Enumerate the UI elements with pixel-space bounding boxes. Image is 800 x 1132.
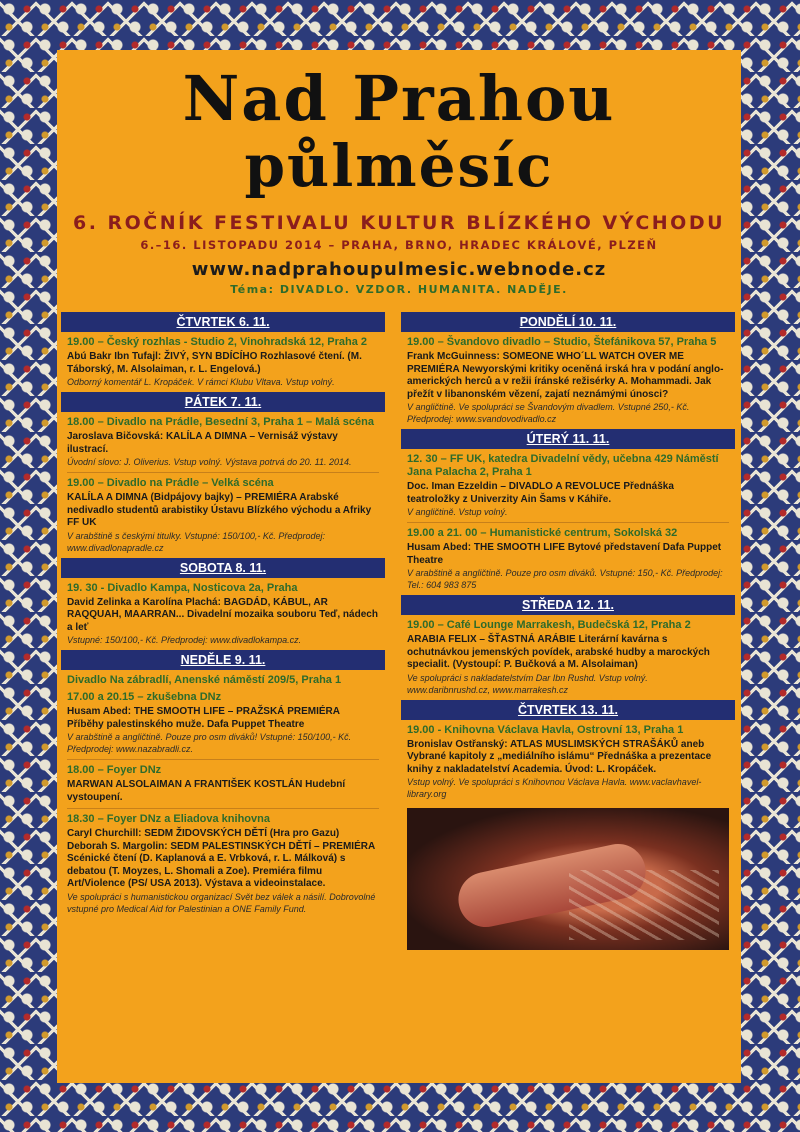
event-tue11-1 (401, 453, 735, 518)
event-note: V angličtině. Ve spolupráci se Švandovým divadlem. Vstupné 250,- Kč. Předprodej: www.svandovodivadlo.cz (407, 402, 690, 424)
hand-on-map-photo (407, 808, 729, 950)
event-venue: 19.00 - Knihovna Václava Havla, Ostrovní 13, Praha 1 (407, 723, 684, 736)
map-texture (569, 870, 719, 940)
event-venue: 19.00 a 21. 00 – Humanistické centrum, Sokolská 32 (407, 527, 678, 539)
event-note: V arabštině a angličtině. Pouze pro osm diváků! Vstupné: 150/100,- Kč. Předprodej: www.nazabradli.cz. (67, 732, 352, 754)
event-venue: 19. 30 - Divadlo Kampa, Nosticova 2a, Praha (67, 581, 298, 594)
event-text: David Zelinka a Karolína Plachá: BAGDÁD, KÁBUL, AR RAQQUAH, MAARRAN... Divadelní mozaika souboru Teď, nádech a leť (67, 596, 378, 633)
event-venue: 19.00 – Divadlo na Prádle – Velká scéna (67, 477, 274, 489)
event-text: MARWAN ALSOLAIMAN A FRANTIŠEK KOSTLÁN Hudební vystoupení. (67, 779, 346, 803)
event-fri7-1 (61, 416, 385, 468)
event-note: Vstup volný. Ve spolupráci s Knihovnou Václava Havla. www.vaclavhavel-library.org (407, 777, 702, 799)
event-sun9-1 (61, 691, 385, 755)
event-text: Husam Abed: THE SMOOTH LIFE – PRAŽSKÁ PREMIÉRA Příběhy palestinského muže. Dafa Puppet Theatre (67, 706, 340, 730)
event-sun9-2 (61, 764, 385, 804)
festival-title-line1: Nad Prahou (182, 62, 616, 135)
festival-url[interactable]: www.nadprahoupulmesic.webnode.cz (191, 259, 607, 280)
event-text: ARABIA FELIX – ŠŤASTNÁ ARÁBIE Literární kavárna s ochutnávkou jemenských povídek, arabské hudby a marockých specialit. (Vystoupí: P. Bučková a M. Alsolaiman) (407, 634, 710, 670)
event-venue: 17.00 a 20.15 – zkušebna DNz (67, 691, 222, 703)
divider (407, 522, 729, 523)
day-header-thu13: ČTVRTEK 13. 11. (401, 700, 735, 720)
day-header-tue11: ÚTERÝ 11. 11. (401, 429, 735, 449)
event-venue: Divadlo Na zábradlí, Anenské náměstí 209/5, Praha 1 (67, 674, 342, 686)
event-note: V arabštině s českými titulky. Vstupné: 150/100,- Kč. Předprodej: www.divadlonapradle.cz (67, 530, 325, 553)
event-venue: 19.00 – Švandovo divadlo – Studio, Štefánikova 57, Praha 5 (407, 336, 717, 348)
event-venue: 18.00 – Foyer DNz (67, 764, 162, 776)
event-venue: 18.00 – Divadlo na Prádle, Besední 3, Praha 1 – Malá scéna (67, 416, 374, 428)
event-sat8-1 (61, 582, 385, 647)
day-header-sun9: NEDĚLE 9. 11. (61, 650, 385, 670)
event-note: Ve spolupráci s nakladatelstvím Dar Ibn Rushd. Vstup volný. www.daribnrushd.cz, www.marrakesh.cz (407, 672, 648, 695)
festival-title-line2: půlměsíc (244, 132, 554, 200)
divider (67, 472, 379, 473)
event-venue: 19.00 – Český rozhlas - Studio 2, Vinohradská 12, Praha 2 (67, 336, 367, 348)
event-note: V angličtině. Vstup volný. (407, 507, 508, 517)
day-header-fri7: PÁTEK 7. 11. (61, 392, 385, 412)
event-venue: 19.00 – Café Lounge Marrakesh, Budečská 12, Praha 2 (407, 619, 691, 631)
event-wed12-1 (401, 619, 735, 696)
event-venue: 18.30 – Foyer DNz a Eliadova knihovna (67, 813, 270, 825)
event-thu6-1 (61, 336, 385, 388)
event-tue11-2 (401, 527, 735, 591)
day-header-wed12: STŘEDA 12. 11. (401, 595, 735, 615)
event-venue: 12. 30 – FF UK, katedra Divadelní vědy, učebna 429 Náměstí Jana Palacha 2, Praha 1 (407, 453, 719, 478)
divider (67, 808, 379, 809)
event-text: Frank McGuinness: SOMEONE WHO´LL WATCH OVER ME PREMIÉRA Newyorskými kritiky oceněná irská hra v podání anglo-amerických herců a v režii íránské režisérky A. Mohammadi. Jak přežít v libanonském vězení, zajatí neznámými únosci? (407, 351, 724, 400)
event-thu13-1 (401, 724, 735, 801)
festival-theme: Téma: DIVADLO. VZDOR. HUMANITA. NADĚJE. (230, 283, 568, 296)
event-text: Caryl Churchill: SEDM ŽIDOVSKÝCH DĚTÍ (Hra pro Gazu) Deborah S. Margolin: SEDM PALESTINSKÝCH DĚTÍ – PREMIÉRA Scénické čtení (D. Kaplanová a E. Vrbková, r. L. Málková) s debatou (T. Moyzes, L. Shomali a Zoe). Premiéra filmu Art/Violence (PS/ USA 2013). Výstava a videoinstalace. (67, 828, 375, 889)
left-column (61, 312, 385, 919)
event-text: Husam Abed: THE SMOOTH LIFE Bytové představení Dafa Puppet Theatre (407, 542, 722, 566)
event-fri7-2 (61, 477, 385, 554)
event-note: Vstupné: 150/100,- Kč. Předprodej: www.divadlokampa.cz. (67, 635, 302, 645)
right-column (401, 312, 735, 950)
event-text: Jaroslava Bičovská: KALÍLA A DIMNA – Vernisáž výstavy ilustrací. (67, 431, 338, 455)
event-text: KALÍLA A DIMNA (Bidpájovy bajky) – PREMIÉRA Arabské nedivadlo studentů arabistiky Ústavu Blízkého východu a Afriky FF UK (67, 492, 372, 528)
event-text: Doc. Iman Ezzeldin – DIVADLO A REVOLUCE Přednáška teatroložky z Univerzity Ain Šams v Káhiře. (407, 481, 674, 505)
event-note: Odborný komentář L. Kropáček. V rámci Klubu Vltava. Vstup volný. (67, 377, 335, 387)
event-note: Ve spolupráci s humanistickou organizací Svět bez válek a násilí. Dobrovolné vstupné pro Medical Aid for Palestinian a ONE Family Fund. (67, 891, 376, 914)
event-sun9-3 (61, 813, 385, 915)
festival-subtitle: 6. ROČNÍK FESTIVALU KULTUR BLÍZKÉHO VÝCHODU (72, 212, 726, 234)
event-mon10-1 (401, 336, 735, 425)
day-header-mon10: PONDĚLÍ 10. 11. (401, 312, 735, 332)
event-text: Bronislav Ostřanský: ATLAS MUSLIMSKÝCH STRAŠÁKŮ aneb Vybrané kapitoly z „mediálního islámu“ Přednáška a prezentace knihy z nakladatelství Academia. Úvod: L. Kropáček. (407, 738, 712, 775)
event-text: Abú Bakr Ibn Tufajl: ŽIVÝ, SYN BDÍCÍHO Rozhlasové čtení. (M. Táborský, M. Alsolaiman, r. L. Engelová.) (67, 351, 362, 375)
day-header-thu6: ČTVRTEK 6. 11. (61, 312, 385, 332)
poster-panel (57, 50, 741, 1083)
festival-dates: 6.–16. LISTOPADU 2014 – PRAHA, BRNO, HRADEC KRÁLOVÉ, PLZEŇ (140, 238, 658, 252)
event-note: V arabštině a angličtině. Pouze pro osm diváků. Vstupné: 150,- Kč. Předprodej: Tel.: 604 983 875 (407, 568, 723, 590)
divider (67, 759, 379, 760)
event-note: Úvodní slovo: J. Oliverius. Vstup volný. Výstava potrvá do 20. 11. 2014. (67, 457, 352, 467)
day-header-sat8: SOBOTA 8. 11. (61, 558, 385, 578)
event-sun9-venue (61, 674, 385, 687)
